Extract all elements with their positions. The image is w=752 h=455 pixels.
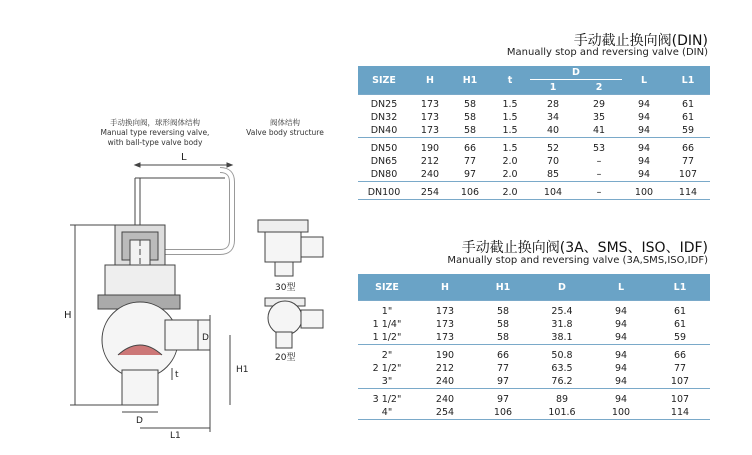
din-cell: 41 [592,125,606,136]
din-cell: DN65 [370,156,398,167]
din-row [358,155,710,168]
din-cell: 254 [410,182,450,200]
din-cell: 70 [546,156,560,167]
din-header-d1: 1 [530,80,576,95]
din-cell: 1.5 [490,138,530,156]
din-row [358,168,710,182]
din-cell: 97 [463,169,477,180]
din-row [358,138,710,156]
sms-cell: 66 [474,345,532,363]
sms-cell: 58 [474,301,532,319]
sms-cell: 61 [673,319,687,330]
din-cell: 61 [681,112,695,123]
sms-cell: 107 [650,389,710,407]
din-cell: 58 [463,125,477,136]
din-table [358,66,710,200]
sms-cell: 25.4 [532,301,592,319]
din-cell: 1.5 [502,125,518,136]
sms-cell: 190 [416,345,474,363]
din-header-size: SIZE [358,66,410,95]
sms-row [358,318,710,331]
din-cell: 107 [678,169,698,180]
din-title-cn: 手动截止换向阀(DIN) [573,33,708,49]
sms-header-l1: L1 [650,274,710,301]
sms-cell: 94 [614,363,628,374]
sms-cell: 31.8 [551,319,573,330]
din-header-h: H [410,66,450,95]
din-cell: – [576,182,622,200]
right-caption-cn: 阀体结构 [270,118,300,127]
sms-cell: 66 [650,345,710,363]
sms-row [358,362,710,375]
din-cell: 190 [410,138,450,156]
din-cell: DN25 [358,95,410,112]
sms-row [358,406,710,419]
din-cell: DN40 [370,125,398,136]
sms-cell: 94 [614,376,628,387]
din-cell: 85 [546,169,560,180]
din-cell: 40 [546,125,560,136]
sms-cell: 173 [435,332,455,343]
din-row [358,111,710,124]
din-cell: 2.0 [490,182,530,200]
right-caption-en: Valve body structure [246,128,324,137]
din-cell: 240 [420,169,440,180]
din-cell: 28 [530,95,576,112]
din-header-d2: 2 [576,80,622,95]
sms-header-l: L [592,274,650,301]
sms-cell: 100 [611,407,631,418]
din-header-t: t [490,66,530,95]
sms-row [358,331,710,345]
din-cell: 114 [666,182,710,200]
sms-cell: 94 [592,301,650,319]
sms-cell: 94 [614,319,628,330]
din-cell: 59 [681,125,695,136]
sms-cell: 76.2 [551,376,573,387]
din-cell: DN100 [358,182,410,200]
sms-row [358,375,710,389]
din-cell: 94 [622,95,666,112]
right-caption [245,118,325,138]
sms-cell: 173 [416,301,474,319]
sms-cell: 97 [474,389,532,407]
din-cell: 104 [530,182,576,200]
sms-row [358,389,710,407]
dim-L1: L1 [170,431,181,440]
din-cell: 1.5 [502,112,518,123]
din-cell: 106 [450,182,490,200]
sms-cell: 254 [435,407,455,418]
sms-row [358,301,710,319]
type-20-label: 20型 [275,353,296,363]
sms-cell: 61 [650,301,710,319]
dim-L: L [181,152,187,163]
sms-row [358,345,710,363]
sms-header-h: H [416,274,474,301]
din-cell: 94 [637,125,651,136]
sms-cell: 77 [673,363,687,374]
sms-header-h1: H1 [474,274,532,301]
dim-H: H [64,310,72,321]
sms-cell: 94 [592,345,650,363]
sms-cell: 114 [670,407,690,418]
din-cell: 94 [622,138,666,156]
din-cell: 173 [410,95,450,112]
din-cell: 173 [420,125,440,136]
sms-cell: 240 [435,376,455,387]
sms-cell: 63.5 [551,363,573,374]
din-cell: 58 [450,95,490,112]
din-cell: 2.0 [502,156,518,167]
din-cell: 212 [420,156,440,167]
din-cell: 61 [666,95,710,112]
sms-header-d: D [532,274,592,301]
sms-cell: 94 [592,389,650,407]
sms-cell: 107 [670,376,690,387]
sms-cell: 2" [358,345,416,363]
sms-cell: 2 1/2" [372,363,402,374]
dim-H1: H1 [236,365,249,375]
din-header-l: L [622,66,666,95]
sms-cell: 106 [493,407,513,418]
din-cell: 52 [530,138,576,156]
left-caption-en1: Manual type reversing valve, [100,128,210,137]
sms-cell: 58 [496,319,510,330]
din-cell: 173 [420,112,440,123]
sms-cell: 38.1 [551,332,573,343]
sms-cell: 3 1/2" [358,389,416,407]
din-header-h1: H1 [450,66,490,95]
sms-cell: 50.8 [532,345,592,363]
type-30-label: 30型 [275,283,296,293]
sms-cell: 1" [358,301,416,319]
din-header-d: D [530,66,622,80]
sms-cell: 58 [496,332,510,343]
sms-title-cn: 手动截止换向阀(3A、SMS、ISO、IDF) [461,240,708,256]
din-row [358,182,710,200]
din-cell: DN32 [370,112,398,123]
sms-cell: 212 [435,363,455,374]
sms-title-en: Manually stop and reversing valve (3A,SMS,ISO,IDF) [447,255,708,266]
din-cell: 94 [637,169,651,180]
din-cell: 94 [637,112,651,123]
dim-D-side: D [202,333,209,343]
sms-cell: 240 [416,389,474,407]
din-cell: 53 [576,138,622,156]
sms-cell: 4" [381,407,393,418]
sms-cell: 94 [614,332,628,343]
sms-cell: 173 [435,319,455,330]
sms-cell: 59 [673,332,687,343]
valve-drawing [60,140,350,440]
dim-D-bottom: D [136,416,143,426]
left-caption-en2: with ball-type valve body [107,138,203,147]
din-row [358,95,710,112]
din-cell: – [596,156,602,167]
din-cell: 35 [592,112,606,123]
din-cell: 94 [637,156,651,167]
din-title-en: Manually stop and reversing valve (DIN) [506,47,708,58]
din-cell: 66 [450,138,490,156]
sms-cell: 101.6 [548,407,576,418]
sms-cell: 1 1/4" [372,319,402,330]
sms-table [358,274,710,420]
din-cell: 66 [666,138,710,156]
sms-cell: 1 1/2" [372,332,402,343]
din-cell: 1.5 [490,95,530,112]
din-cell: DN50 [358,138,410,156]
sms-cell: 89 [532,389,592,407]
din-cell: 29 [576,95,622,112]
din-cell: 100 [622,182,666,200]
din-cell: DN80 [370,169,398,180]
sms-cell: 97 [496,376,510,387]
din-row [358,124,710,138]
sms-header-size: SIZE [358,274,416,301]
sms-cell: 77 [496,363,510,374]
sms-cell: 3" [381,376,393,387]
din-cell: 77 [463,156,477,167]
din-header-l1: L1 [666,66,710,95]
din-cell: 77 [681,156,695,167]
din-cell: 34 [546,112,560,123]
din-cell: 2.0 [502,169,518,180]
din-cell: 58 [463,112,477,123]
din-cell: – [596,169,602,180]
left-caption-cn: 手动换向阀，球形阀体结构 [110,118,200,127]
dim-t: t [175,370,179,380]
